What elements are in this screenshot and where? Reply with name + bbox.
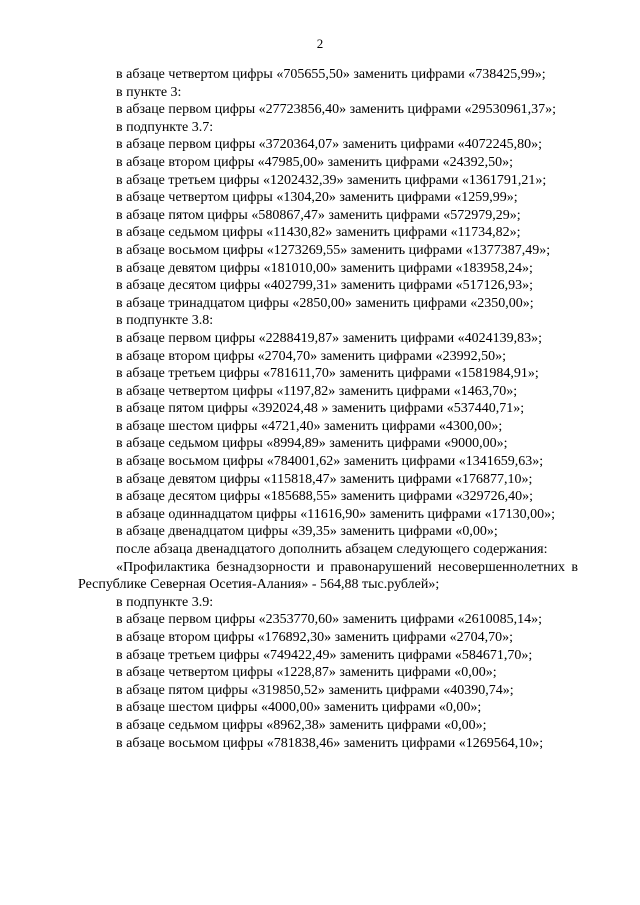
document-paragraph: в подпункте 3.8: bbox=[116, 313, 214, 329]
document-paragraph: «Профилактика безнадзорности и правонарушений несовершеннолетних в Республике Северная Осетия-Алания» - 564,88 тыс.рублей»; bbox=[78, 559, 578, 593]
document-paragraph: в абзаце втором цифры «176892,30» заменить цифрами «2704,70»; bbox=[116, 630, 513, 645]
document-paragraph: в абзаце девятом цифры «181010,00» заменить цифрами «183958,24»; bbox=[116, 260, 533, 276]
document-paragraph: в абзаце десятом цифры «402799,31» заменить цифрами «517126,93»; bbox=[116, 278, 534, 294]
document-paragraph: в абзаце втором цифры «47985,00» заменить цифрами «24392,50»; bbox=[116, 154, 513, 170]
document-paragraph: в абзаце четвертом цифры «1304,20» заменить цифрами «1259,99»; bbox=[116, 190, 518, 206]
document-paragraph: в абзаце восьмом цифры «784001,62» заменить цифрами «1341659,63»; bbox=[116, 454, 544, 470]
document-paragraph: в абзаце четвертом цифры «1228,87» заменить цифрами «0,00»; bbox=[116, 665, 497, 681]
document-paragraph: в абзаце третьем цифры «749422,49» заменить цифрами «584671,70»; bbox=[116, 647, 533, 663]
document-paragraph: в подпункте 3.9: bbox=[116, 594, 214, 610]
document-paragraph: в абзаце первом цифры «3720364,07» заменить цифрами «4072245,80»; bbox=[116, 137, 542, 153]
document-paragraph: в абзаце втором цифры «2704,70» заменить цифрами «23992,50»; bbox=[116, 348, 506, 364]
document-paragraph: в абзаце шестом цифры «4721,40» заменить цифрами «4300,00»; bbox=[116, 418, 503, 434]
document-paragraph: в абзаце восьмом цифры «1273269,55» заменить цифрами «1377387,49»; bbox=[116, 242, 551, 258]
document-paragraph: в абзаце пятом цифры «392024,48 » заменить цифрами «537440,71»; bbox=[116, 401, 525, 417]
document-paragraph: в абзаце седьмом цифры «8994,89» заменить цифрами «9000,00»; bbox=[116, 436, 508, 452]
document-paragraph: в абзаце четвертом цифры «1197,82» заменить цифрами «1463,70»; bbox=[116, 383, 518, 399]
document-paragraph: в подпункте 3.7: bbox=[116, 119, 214, 135]
document-paragraph: в абзаце четвертом цифры «705655,50» заменить цифрами «738425,99»; bbox=[116, 67, 546, 82]
document-paragraph: в абзаце первом цифры «2288419,87» заменить цифрами «4024139,83»; bbox=[116, 330, 542, 346]
document-paragraph: в абзаце одиннадцатом цифры «11616,90» заменить цифрами «17130,00»; bbox=[116, 506, 556, 522]
document-paragraph: в абзаце девятом цифры «115818,47» заменить цифрами «176877,10»; bbox=[116, 471, 533, 487]
document-paragraph: в абзаце шестом цифры «4000,00» заменить цифрами «0,00»; bbox=[116, 700, 482, 716]
document-paragraph: в абзаце пятом цифры «319850,52» заменить цифрами «40390,74»; bbox=[116, 682, 514, 698]
document-paragraph: в абзаце седьмом цифры «11430,82» заменить цифрами «11734,82»; bbox=[116, 225, 521, 241]
document-paragraph: в абзаце восьмом цифры «781838,46» заменить цифрами «1269564,10»; bbox=[116, 735, 544, 751]
document-paragraph: в абзаце седьмом цифры «8962,38» заменить цифрами «0,00»; bbox=[116, 717, 487, 733]
document-paragraph: в абзаце третьем цифры «781611,70» заменить цифрами «1581984,91»; bbox=[116, 366, 539, 382]
document-body bbox=[78, 66, 578, 752]
page-number: 2 bbox=[316, 36, 324, 51]
document-paragraph: в абзаце третьем цифры «1202432,39» заменить цифрами «1361791,21»; bbox=[116, 172, 547, 188]
document-paragraph: после абзаца двенадцатого дополнить абзацем следующего содержания: bbox=[116, 542, 548, 558]
document-paragraph: в абзаце первом цифры «2353770,60» заменить цифрами «2610085,14»; bbox=[116, 612, 542, 628]
document-paragraph: в абзаце первом цифры «27723856,40» заменить цифрами «29530961,37»; bbox=[116, 102, 556, 118]
document-paragraph: в абзаце двенадцатом цифры «39,35» заменить цифрами «0,00»; bbox=[116, 524, 498, 540]
document-paragraph: в абзаце десятом цифры «185688,55» заменить цифрами «329726,40»; bbox=[116, 489, 534, 505]
document-paragraph: в пункте 3: bbox=[116, 84, 182, 100]
document-paragraph: в абзаце пятом цифры «580867,47» заменить цифрами «572979,29»; bbox=[116, 207, 521, 223]
document-paragraph: в абзаце тринадцатом цифры «2850,00» заменить цифрами «2350,00»; bbox=[116, 295, 534, 311]
